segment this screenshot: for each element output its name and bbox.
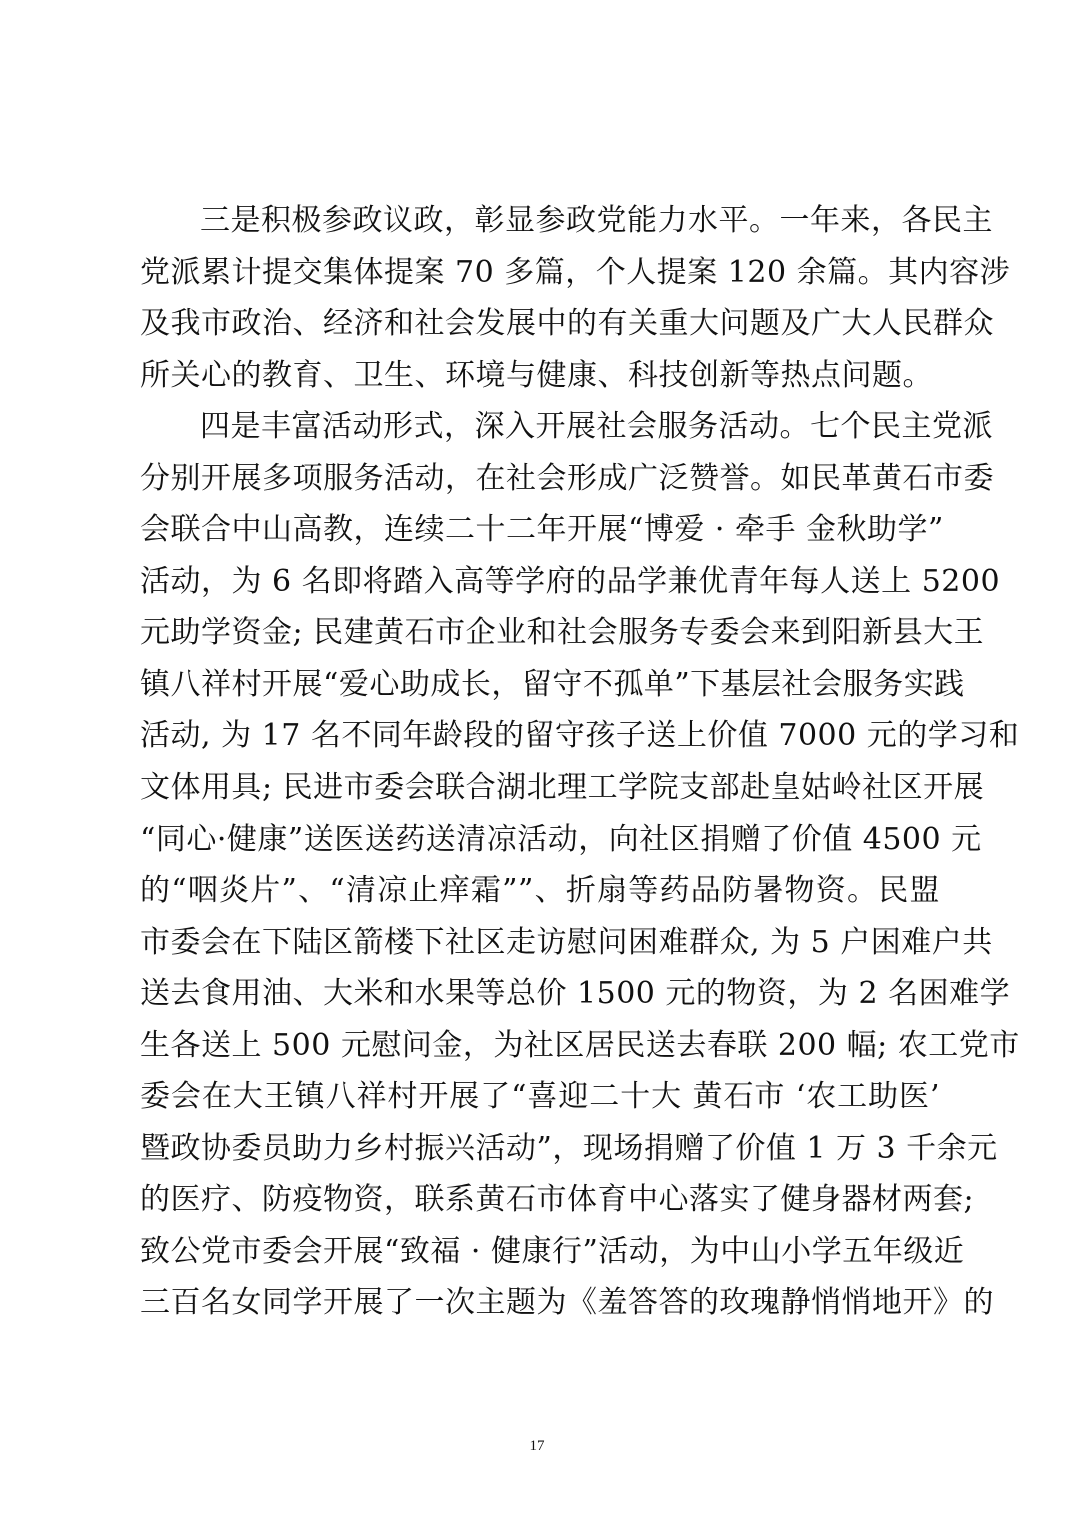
paragraph-2-line-16: 的医疗、防疫物资，联系黄石市体育中心落实了健身器材两套; [140,1182,975,1218]
paragraph-2-line-2: 分别开展多项服务活动，在社会形成广泛赞誉。如民革黄石市委 [140,460,994,496]
paragraph-2-line-3: 会联合中山高教，连续二十二年开展“博爱 · 牵手 金秋助学” [140,512,944,548]
paragraph-2-line-4: 活动，为 6 名即将踏入高等学府的品学兼优青年每人送上 5200 [140,563,1001,599]
paragraph-2-line-9: “同心·健康”送医送药送清凉活动，向社区捐赠了价值 4500 元 [140,821,982,857]
paragraph-1-line-4: 所关心的教育、卫生、环境与健康、科技创新等热点问题。 [140,357,933,393]
paragraph-1-line-1: 三是积极参政议政，彰显参政党能力水平。一年来，各民主 [200,203,993,238]
paragraph-2-line-11: 市委会在下陆区箭楼下社区走访慰问困难群众, 为 5 户困难户共 [140,924,993,960]
paragraph-2-line-14: 委会在大王镇八祥村开展了“喜迎二十大 黄石市 ‘农工助医’ [140,1079,940,1115]
paragraph-2-line-5: 元助学资金; 民建黄石市企业和社会服务专委会来到阳新县大王 [140,615,985,651]
paragraph-2-line-7: 活动, 为 17 名不同年龄段的留守孩子送上价值 7000 元的学习和 [140,718,1020,754]
paragraph-2-line-6: 镇八祥村开展“爱心助成长，留守不孤单”下基层社会服务实践 [140,666,965,702]
paragraph-1-line-3: 及我市政治、经济和社会发展中的有关重大问题及广大人民群众 [140,306,994,342]
page-number: 17 [529,1438,545,1454]
paragraph-2-line-12: 送去食用油、大米和水果等总价 1500 元的物资，为 2 名困难学 [140,976,1011,1012]
paragraph-2-line-15: 暨政协委员助力乡村振兴活动”，现场捐赠了价值 1 万 3 千余元 [140,1130,998,1166]
paragraph-2-line-8: 文体用具; 民进市委会联合湖北理工学院支部赴皇姑岭社区开展 [140,770,985,806]
paragraph-2-line-17: 致公党市委会开展“致福 · 健康行”活动，为中山小学五年级近 [140,1233,965,1269]
paragraph-2-line-10: 的“咽炎片”、“清凉止痒霜””、折扇等药品防暑物资。民盟 [140,873,940,909]
paragraph-1-line-2: 党派累计提交集体提案 70 多篇，个人提案 120 余篇。其内容涉 [140,254,1011,290]
paragraph-2-line-18: 三百名女同学开展了一次主题为《羞答答的玫瑰静悄悄地开》的 [140,1285,994,1321]
paragraph-2-line-1: 四是丰富活动形式，深入开展社会服务活动。七个民主党派 [200,409,993,445]
body-text [140,195,1020,1329]
paragraph-2-line-13: 生各送上 500 元慰问金，为社区居民送去春联 200 幅; 农工党市 [140,1027,1020,1063]
